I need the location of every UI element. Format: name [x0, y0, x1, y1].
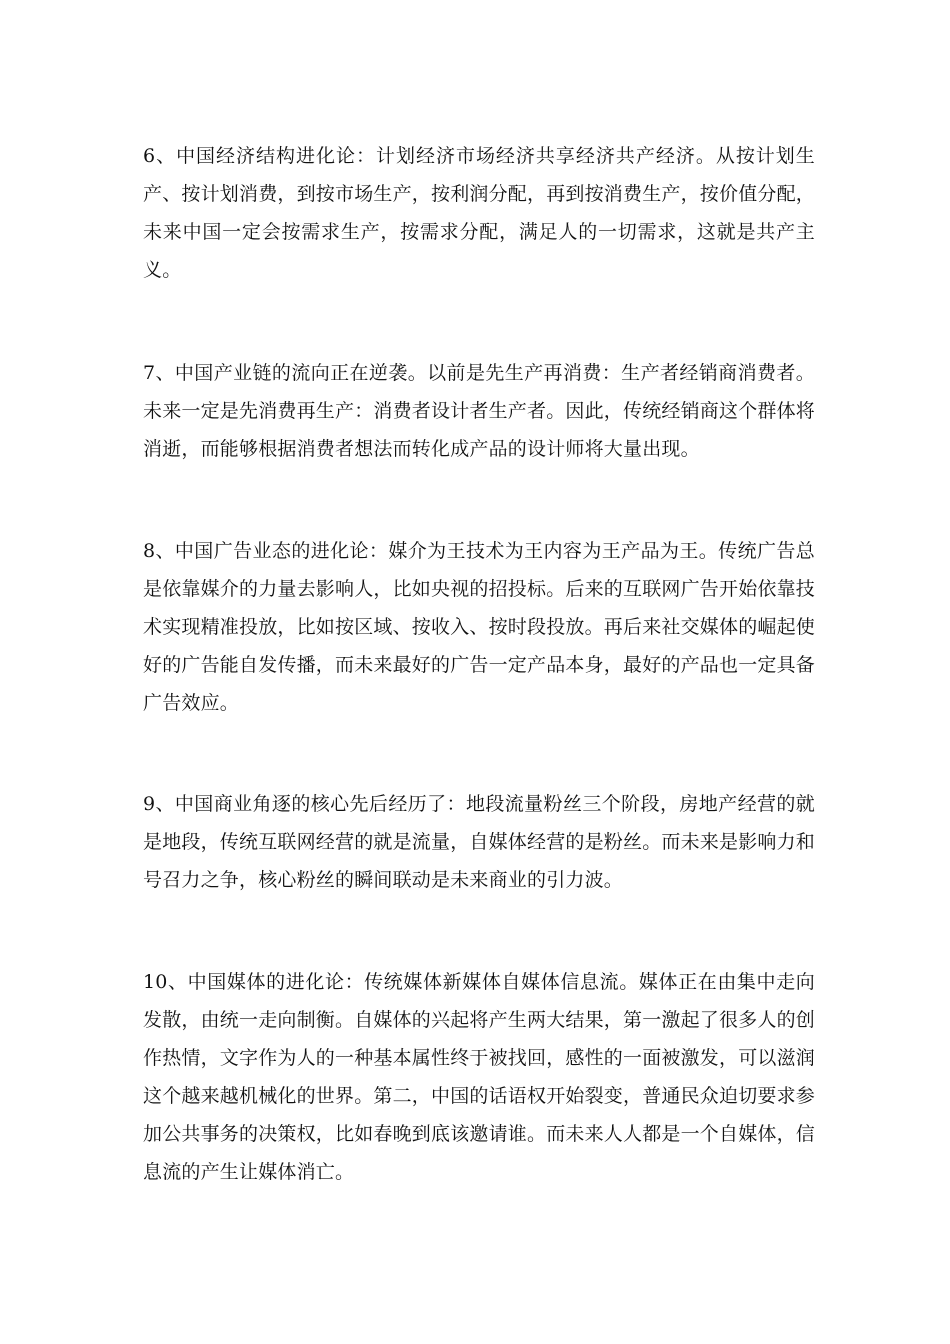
paragraph-8: 8、中国广告业态的进化论：媒介为王技术为王内容为王产品为王。传统广告总是依靠媒介的力量去影响人，比如央视的招投标。后来的互联网广告开始依靠技术实现精准投放，比如按区域、按收入、按时段投放。再后来社交媒体的崛起使好的广告能自发传播，而未来最好的广告一定产品本身，最好的产品也一定具备广告效应。	[143, 540, 816, 714]
paragraph-6: 6、中国经济结构进化论：计划经济市场经济共享经济共产经济。从按计划生产、按计划消费，到按市场生产，按利润分配，再到按消费生产，按价值分配，未来中国一定会按需求生产，按需求分配，满足人的一切需求，这就是共产主义。	[143, 145, 816, 281]
paragraph-10: 10、中国媒体的进化论：传统媒体新媒体自媒体信息流。媒体正在由集中走向发散，由统一走向制衡。自媒体的兴起将产生两大结果，第一激起了很多人的创作热情，文字作为人的一种基本属性终于被找回，感性的一面被激发，可以滋润这个越来越机械化的世界。第二，中国的话语权开始裂变，普通民众迫切要求参加公共事务的决策权，比如春晚到底该邀请谁。而未来人人都是一个自媒体，信息流的产生让媒体消亡。	[143, 971, 816, 1183]
paragraph-9: 9、中国商业角逐的核心先后经历了：地段流量粉丝三个阶段，房地产经营的就是地段，传统互联网经营的就是流量，自媒体经营的是粉丝。而未来是影响力和号召力之争，核心粉丝的瞬间联动是未来商业的引力波。	[143, 793, 816, 891]
paragraph-7: 7、中国产业链的流向正在逆袭。以前是先生产再消费：生产者经销商消费者。未来一定是先消费再生产：消费者设计者生产者。因此，传统经销商这个群体将消逝，而能够根据消费者想法而转化成产品的设计师将大量出现。	[143, 362, 816, 460]
